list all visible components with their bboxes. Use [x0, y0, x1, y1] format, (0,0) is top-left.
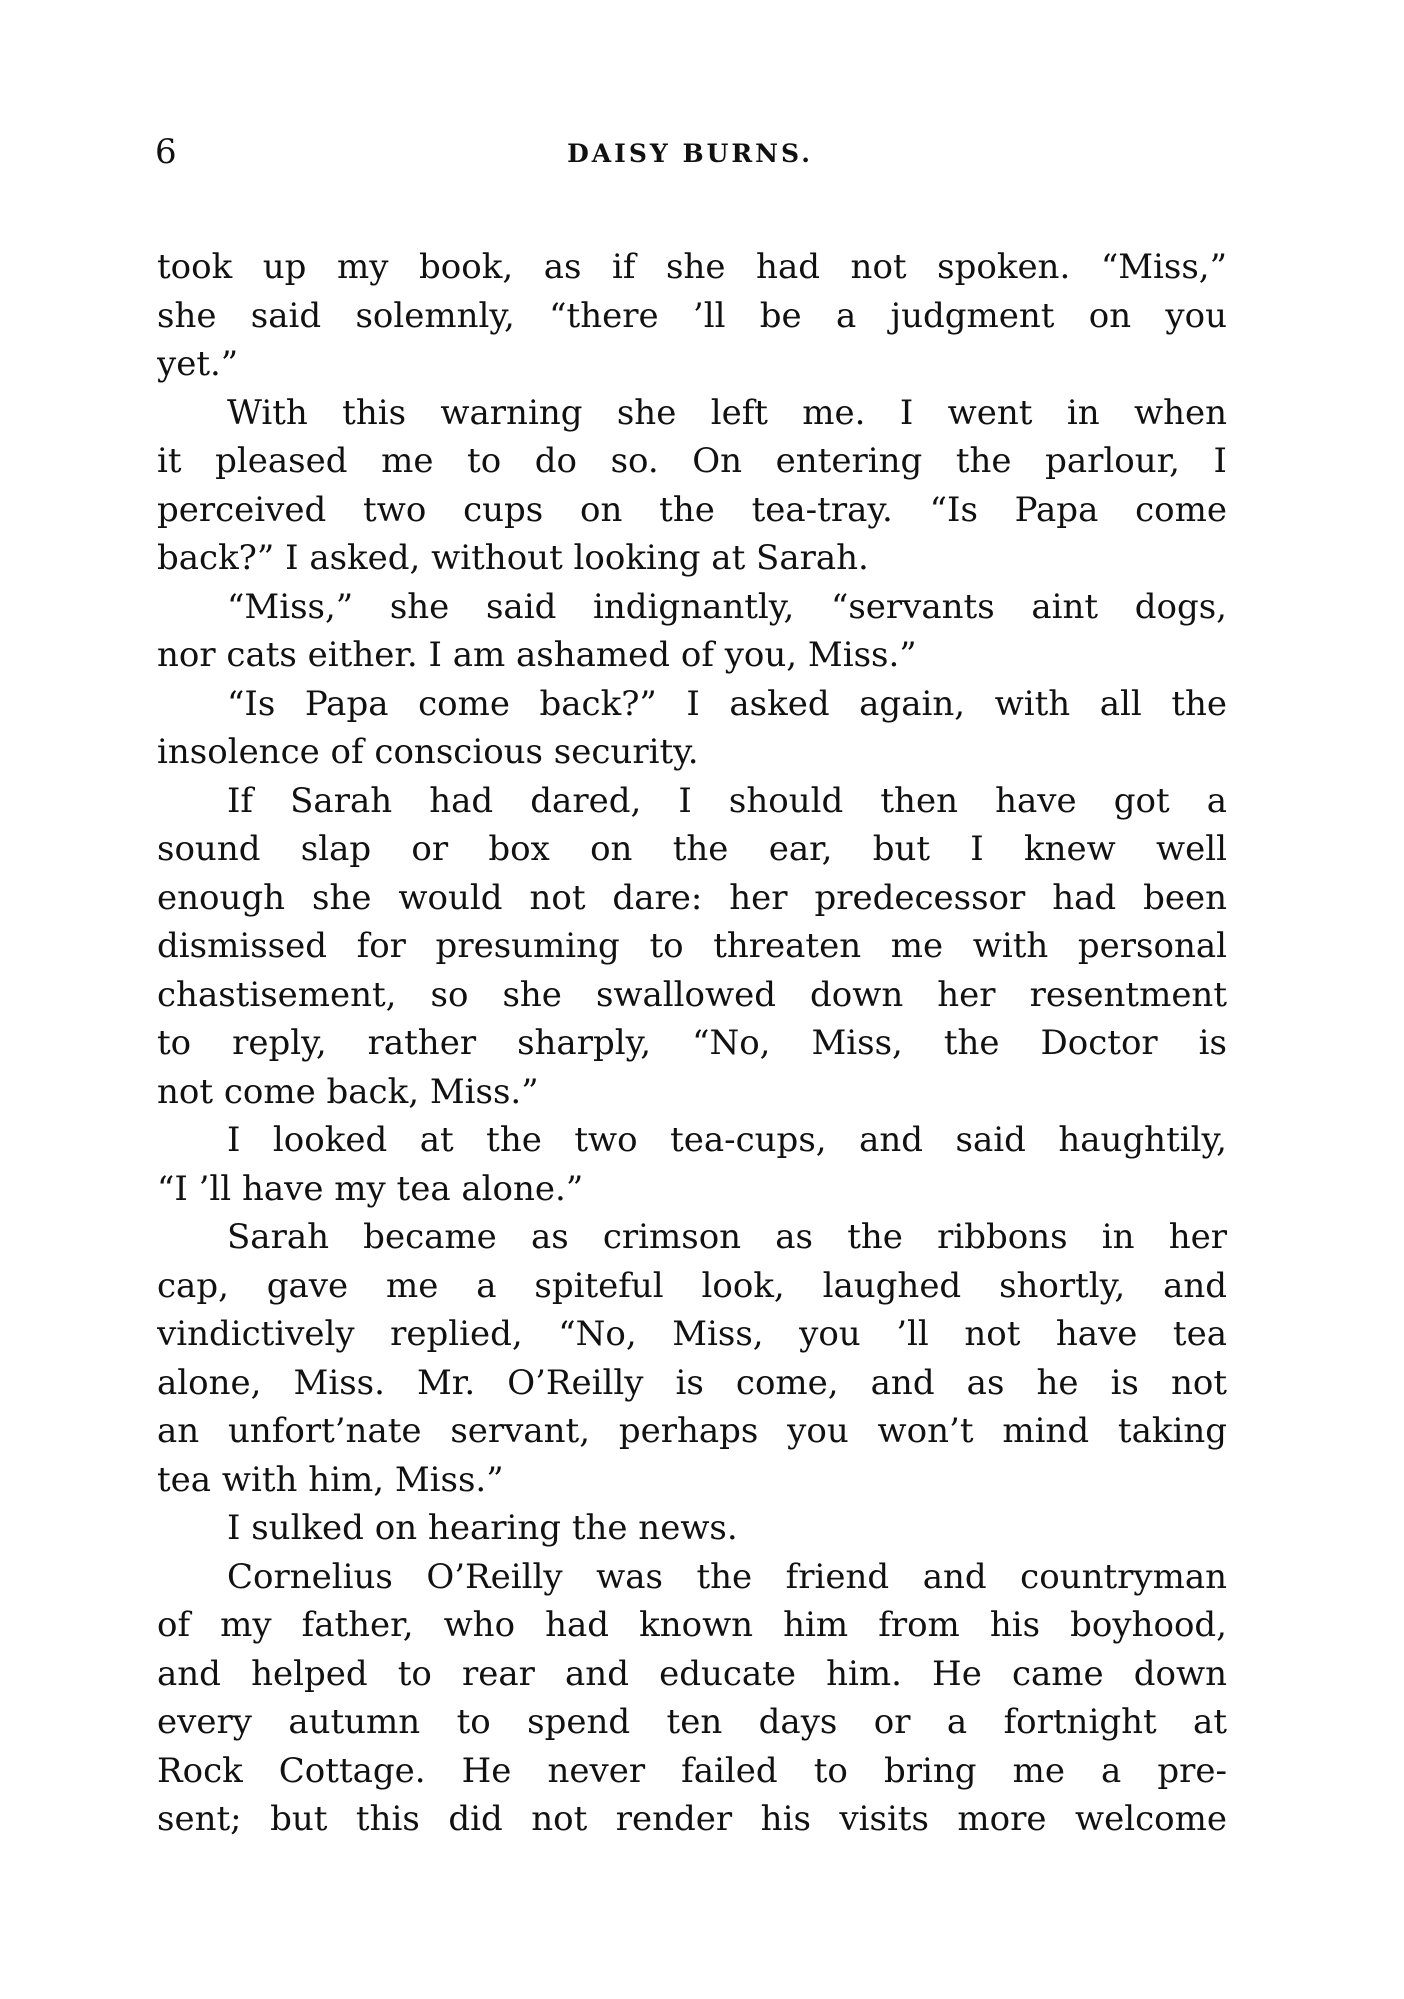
text-line: it pleased me to do so. On entering the parlour, I: [157, 441, 1227, 481]
text-line: every autumn to spend ten days or a fortnight at: [157, 1702, 1227, 1742]
text-line: I sulked on hearing the news.: [227, 1508, 738, 1548]
text-line: an unfort’nate servant, perhaps you won’t mind taking: [157, 1411, 1227, 1451]
text-line: tea with him, Miss.”: [157, 1459, 504, 1500]
text-line: “Miss,” she said indignantly, “servants aint dogs,: [227, 586, 1227, 627]
text-line: not come back, Miss.”: [157, 1071, 539, 1112]
body-text: [157, 243, 1227, 1844]
text-line: yet.”: [157, 344, 239, 384]
text-line: chastisement, so she swallowed down her resentment: [157, 974, 1227, 1015]
text-line: of my father, who had known him from his boyhood,: [157, 1605, 1227, 1645]
page-number: 6: [155, 132, 177, 172]
text-line: took up my book, as if she had not spoken. “Miss,”: [157, 247, 1227, 287]
text-line: Sarah became as crimson as the ribbons in her: [227, 1217, 1227, 1257]
text-line: sent; but this did not render his visits more welcome: [157, 1799, 1227, 1839]
text-line: alone, Miss. Mr. O’Reilly is come, and as he is not: [157, 1362, 1227, 1403]
text-line: With this warning she left me. I went in when: [227, 392, 1227, 433]
text-line: vindictively replied, “No, Miss, you ’ll not have tea: [157, 1314, 1227, 1354]
text-line: dismissed for presuming to threaten me with personal: [157, 926, 1227, 966]
text-line: Cornelius O’Reilly was the friend and countryman: [227, 1556, 1227, 1597]
text-line: cap, gave me a spiteful look, laughed shortly, and: [157, 1265, 1227, 1306]
running-head: [155, 132, 1225, 172]
text-line: to reply, rather sharply, “No, Miss, the Doctor is: [157, 1023, 1227, 1063]
running-title: DAISY BURNS.: [567, 139, 813, 168]
text-line: Rock Cottage. He never failed to bring me a pre-: [157, 1750, 1227, 1791]
text-line: she said solemnly, “there ’ll be a judgment on you: [157, 295, 1227, 336]
text-line: sound slap or box on the ear, but I knew well: [157, 829, 1227, 869]
text-line: back?” I asked, without looking at Sarah.: [157, 538, 869, 578]
text-line: insolence of conscious security.: [157, 732, 699, 772]
text-line: “Is Papa come back?” I asked again, with all the: [227, 683, 1227, 724]
text-line: nor cats either. I am ashamed of you, Miss.”: [157, 635, 917, 675]
text-line: I looked at the two tea-cups, and said haughtily,: [227, 1120, 1227, 1160]
text-line: If Sarah had dared, I should then have got a: [227, 780, 1227, 821]
text-line: enough she would not dare: her predecessor had been: [157, 877, 1227, 918]
text-line: “I ’ll have my tea alone.”: [157, 1168, 584, 1209]
text-line: and helped to rear and educate him. He came down: [157, 1653, 1227, 1694]
text-line: perceived two cups on the tea-tray. “Is Papa come: [157, 489, 1227, 530]
